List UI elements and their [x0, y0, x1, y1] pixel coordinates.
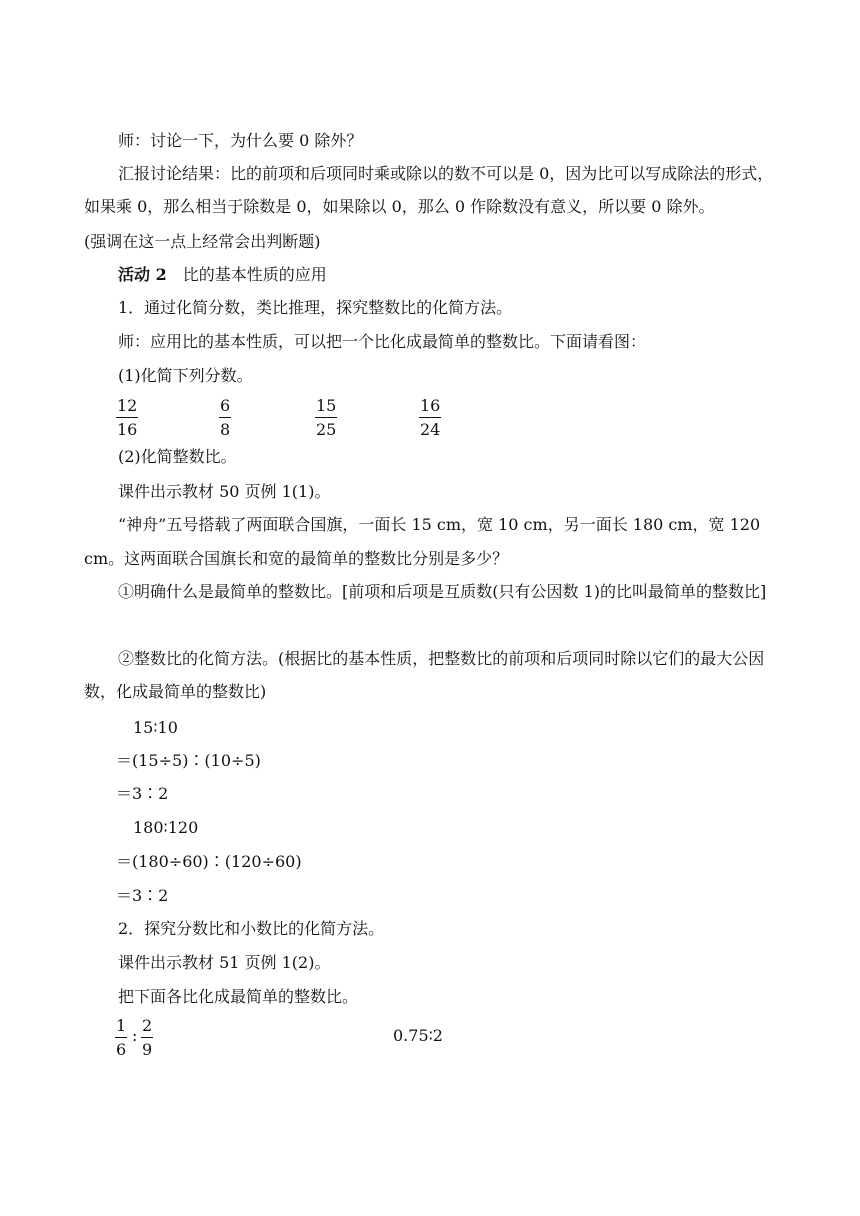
emphasis-note: (强调在这一点上经常会出判断题) [84, 232, 321, 251]
calc-line-6: ＝3∶2 [116, 886, 169, 905]
fraction-4-numerator: 16 [419, 396, 441, 418]
ratio-fraction-right-numerator: 2 [141, 1016, 153, 1038]
fraction-2-denominator: 8 [220, 420, 231, 439]
ratio-simplify-method: ②整数比的化简方法。(根据比的基本性质，把整数比的前项和后项同时除以它们的最大公因数，化成最简单的整数比) [84, 649, 765, 701]
fraction-1-numerator: 12 [116, 396, 138, 418]
ratio-fraction-right-denominator: 9 [142, 1040, 153, 1059]
decimal-ratio: 0.75∶2 [393, 1026, 443, 1045]
ratio-task-instruction: 把下面各比化成最简单的整数比。 [118, 987, 359, 1006]
fraction-3-denominator: 25 [316, 420, 337, 439]
fraction-1-denominator: 16 [117, 420, 138, 439]
courseware-example-2: 课件出示教材 51 页例 1(2)。 [118, 953, 331, 972]
fraction-4-denominator: 24 [420, 420, 441, 439]
fraction-2 [219, 396, 231, 440]
activity-label: 活动 2 [118, 265, 167, 284]
fraction-3-numerator: 15 [315, 396, 337, 418]
shenzhou-problem: “神舟”五号搭载了两面联合国旗，一面长 15 cm，宽 10 cm，另一面长 180 cm，宽 120 cm。这两面联合国旗长和宽的最简单的整数比分别是多少？ [84, 515, 761, 568]
calc-line-2: ＝(15÷5)∶(10÷5) [116, 751, 261, 770]
simplify-ratio-label: (2)化简整数比。 [118, 447, 237, 466]
activity-heading [118, 265, 327, 285]
calc-line-1: 15∶10 [133, 718, 178, 737]
ratio-colon: : [132, 1026, 138, 1045]
discussion-result: 汇报讨论结果：比的前项和后项同时乘或除以的数不可以是 0，因为比可以写成除法的形式，如果乘 0，那么相当于除数是 0，如果除以 0，那么 0 作除数没有意义，所以要 0 除外。 [84, 164, 774, 216]
simplest-ratio-definition: ①明确什么是最简单的整数比。[前项和后项是互质数(只有公因数 1)的比叫最简单的整数比] [118, 582, 767, 601]
courseware-example-1: 课件出示教材 50 页例 1(1)。 [118, 482, 331, 501]
ratio-fraction-left [115, 1016, 127, 1060]
fraction-1 [116, 396, 138, 440]
ratio-fraction-right [141, 1016, 153, 1060]
calc-line-3: ＝3∶2 [116, 784, 169, 803]
ratio-fraction-left-numerator: 1 [115, 1016, 127, 1038]
fraction-2-numerator: 6 [219, 396, 231, 418]
teacher-question: 师：讨论一下，为什么要 0 除外？ [118, 131, 363, 150]
step-1: 1．通过化简分数，类比推理，探究整数比的化简方法。 [118, 298, 513, 317]
step-2: 2．探究分数比和小数比的化简方法。 [118, 919, 385, 938]
activity-title: 比的基本性质的应用 [182, 265, 327, 284]
fraction-3 [315, 396, 337, 440]
ratio-fraction-left-denominator: 6 [116, 1040, 127, 1059]
simplify-fractions-label: (1)化简下列分数。 [118, 366, 253, 385]
calc-line-5: ＝(180÷60)∶(120÷60) [116, 852, 302, 871]
fraction-4 [419, 396, 441, 440]
calc-line-4: 180∶120 [133, 818, 199, 837]
teacher-instruction: 师：应用比的基本性质，可以把一个比化成最简单的整数比。下面请看图： [118, 332, 647, 351]
